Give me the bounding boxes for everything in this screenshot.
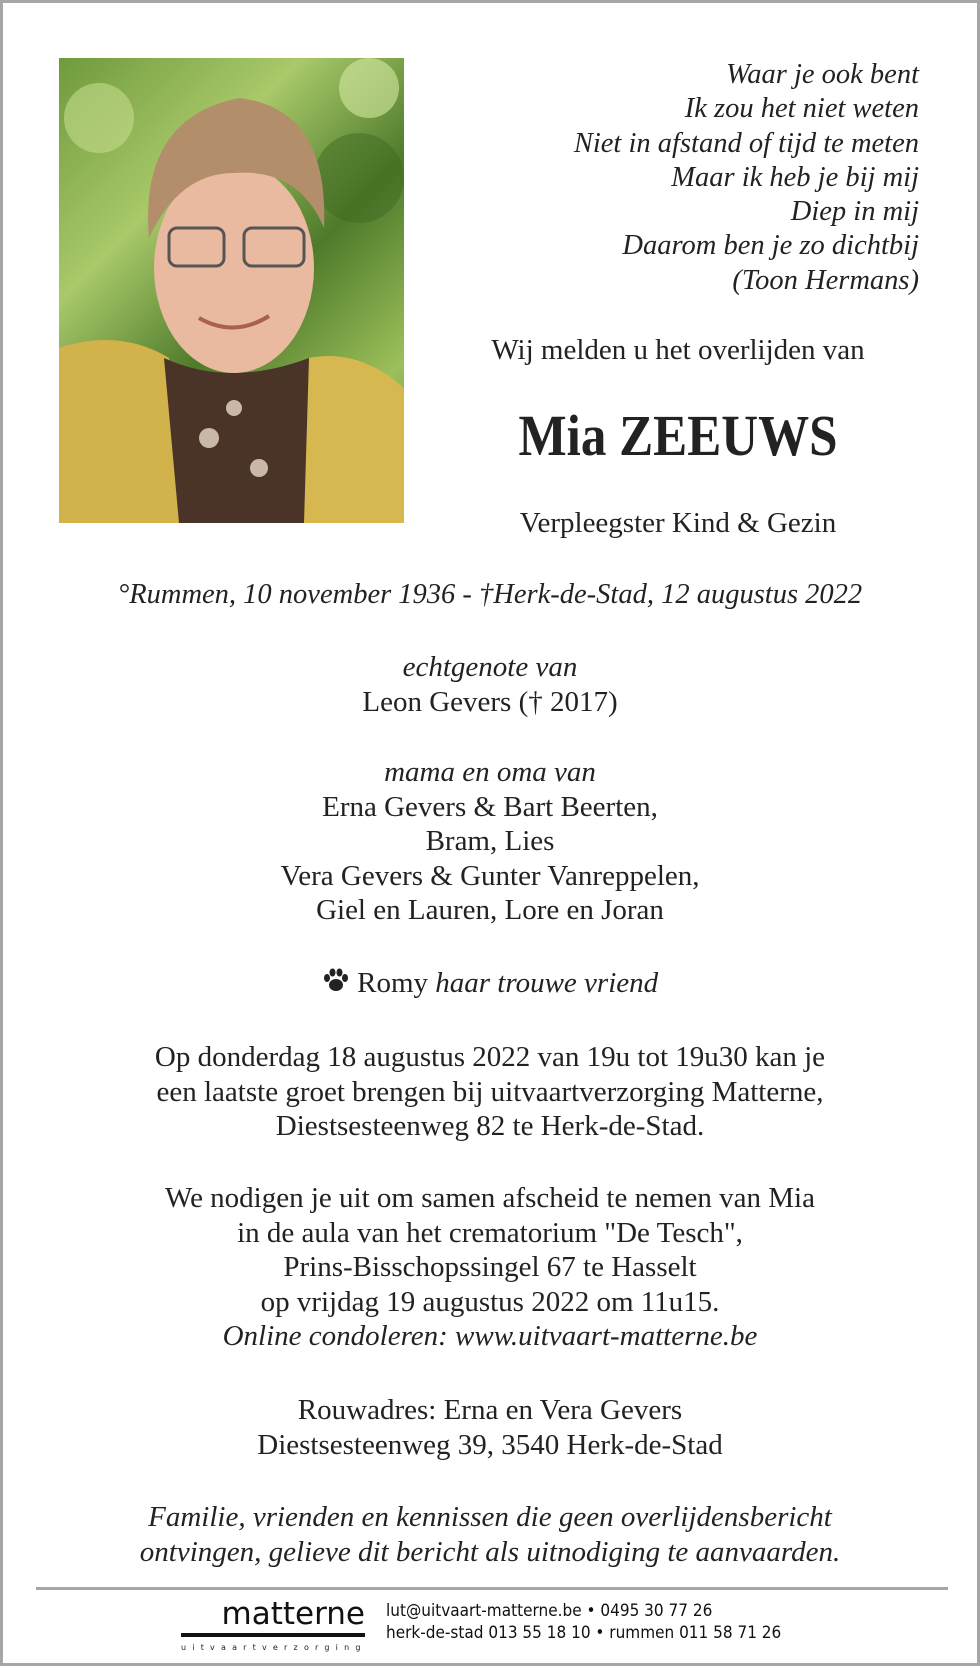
poem-line: Niet in afstand of tijd te meten <box>573 127 919 159</box>
poem-author: (Toon Hermans) <box>732 264 919 296</box>
contact-line[interactable]: lut@uitvaart-matterne.be • 0495 30 77 26 <box>386 1601 713 1621</box>
closing-note <box>3 1500 977 1569</box>
occupation: Verpleegster Kind & Gezin <box>519 507 837 539</box>
spouse-section <box>3 650 977 719</box>
poem-line: Ik zou het niet weten <box>684 93 919 125</box>
birth-death-dates: °Rummen, 10 november 1936 - †Herk-de-Stad, 12 augustus 2022 <box>117 579 863 610</box>
closing-line: ontvingen, gelieve dit bericht als uitnodiging te aanvaarden. <box>139 1535 841 1568</box>
logo-bar <box>181 1633 365 1637</box>
family-line: Erna Gevers & Bart Beerten, <box>322 790 658 823</box>
ceremony-line: Prins-Bisschopssingel 67 te Hasselt <box>283 1251 697 1283</box>
deceased-name: Mia ZEEUWS <box>518 403 838 468</box>
visitation-info <box>3 1040 977 1144</box>
portrait-illustration <box>59 58 404 523</box>
poem-line: Diep in mij <box>790 196 919 228</box>
logo-subtitle: uitvaartverzorging <box>181 1643 367 1652</box>
portrait-photo <box>59 58 404 523</box>
spouse-name: Leon Gevers († 2017) <box>362 685 618 718</box>
poem-line: Daarom ben je zo dichtbij <box>622 230 919 262</box>
ceremony-line: We nodigen je uit om samen afscheid te nemen van Mia <box>165 1182 815 1214</box>
obituary-card <box>3 3 977 1663</box>
closing-line: Familie, vrienden en kennissen die geen overlijdensbericht <box>148 1501 832 1533</box>
visitation-line: een laatste groet brengen bij uitvaartverzorging Matterne, <box>156 1075 824 1108</box>
contact-info <box>386 1600 781 1644</box>
poem <box>574 58 919 298</box>
poem-line: Waar je ook bent <box>726 59 919 90</box>
family-section <box>3 755 977 928</box>
logo-wordmark: matterne <box>221 1596 365 1632</box>
spouse-intro: echtgenote van <box>402 651 578 683</box>
address-line: Diestsesteenweg 39, 3540 Herk-de-Stad <box>257 1428 723 1461</box>
family-line: Vera Gevers & Gunter Vanreppelen, <box>280 859 700 892</box>
matterne-logo <box>181 1598 365 1652</box>
pet-description: haar trouwe vriend <box>435 967 659 999</box>
visitation-line: Op donderdag 18 augustus 2022 van 19u tot 19u30 kan je <box>154 1041 826 1073</box>
paw-icon <box>322 967 350 999</box>
ceremony-line: op vrijdag 19 augustus 2022 om 11u15. <box>260 1285 720 1318</box>
online-condolence-link[interactable]: Online condoleren: www.uitvaart-matterne.be <box>222 1320 758 1352</box>
family-intro: mama en oma van <box>384 756 596 788</box>
announcement: Wij melden u het overlijden van <box>491 334 865 366</box>
footer-divider <box>36 1587 948 1590</box>
pet-name: Romy <box>357 967 429 999</box>
pet-line <box>3 966 977 1001</box>
poem-line: Maar ik heb je bij mij <box>671 161 919 193</box>
ceremony-info <box>3 1181 977 1354</box>
contact-line: herk-de-stad 013 55 18 10 • rummen 011 58 71 26 <box>386 1623 782 1643</box>
visitation-line: Diestsesteenweg 82 te Herk-de-Stad. <box>275 1110 705 1142</box>
family-line: Bram, Lies <box>425 825 555 857</box>
family-line: Giel en Lauren, Lore en Joran <box>316 894 664 926</box>
ceremony-line: in de aula van het crematorium "De Tesch", <box>237 1216 743 1249</box>
address-line: Rouwadres: Erna en Vera Gevers <box>297 1394 683 1426</box>
mourning-address <box>3 1393 977 1462</box>
